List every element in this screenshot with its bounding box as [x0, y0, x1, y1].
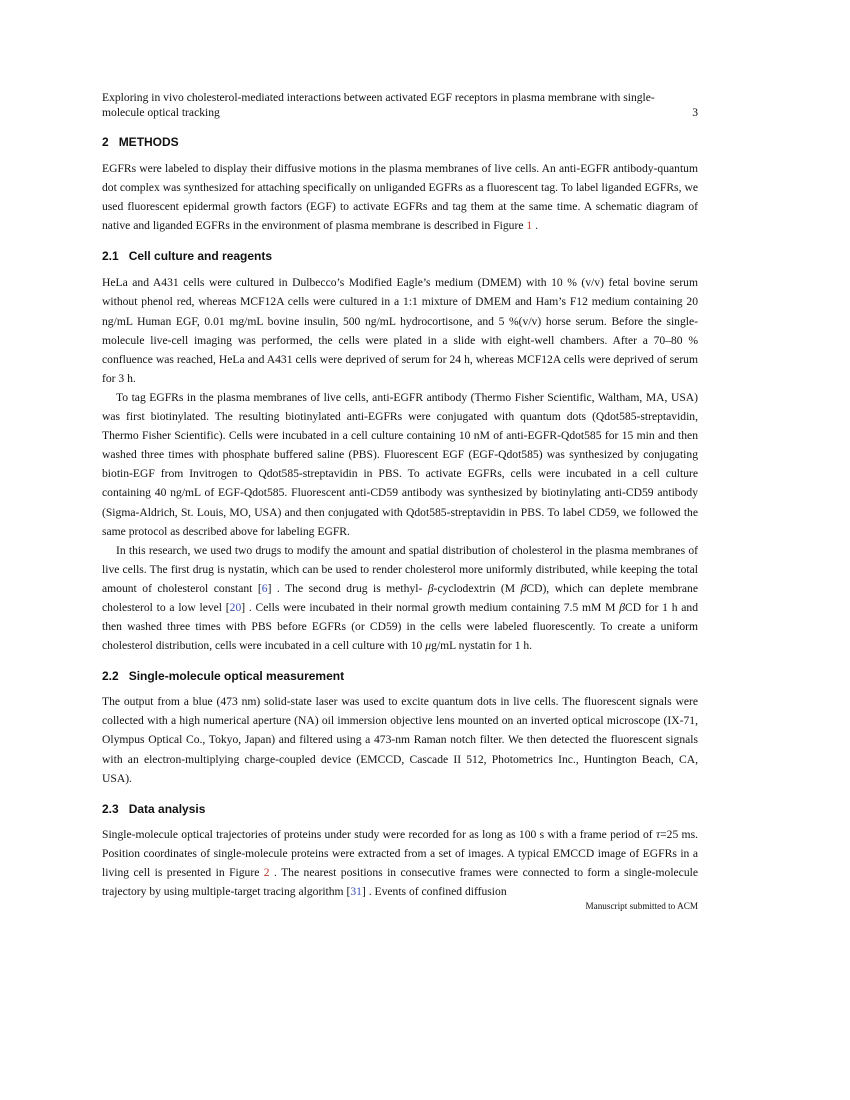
- subsection-title: Single-molecule optical measurement: [128, 669, 345, 684]
- text-run: g/mL nystatin for 1 h.: [431, 639, 533, 653]
- manuscript-footer: Manuscript submitted to ACM: [585, 901, 698, 912]
- paper-page: [102, 90, 698, 911]
- running-head-title: Exploring in vivo cholesterol-mediated interactions between activated EGF receptors in plasma membrane with single-molecule optical tracking: [102, 91, 655, 119]
- running-head: [102, 90, 698, 120]
- beta-symbol: β: [427, 581, 434, 595]
- subsection-number: 2.2: [102, 669, 119, 684]
- subsection-title: Data analysis: [128, 801, 206, 816]
- beta-symbol: β: [619, 600, 625, 614]
- text-run: ] . The second drug is methyl-: [267, 581, 428, 595]
- text-run: EGFRs were labeled to display their diffusive motions in the plasma membranes of live cells. An anti-EGFR antibody-quantum dot complex was synthesized for attaching specifically on unliganded EGFRs as a fluorescent tag. To label liganded EGFRs, we used fluorescent epidermal growth factors (EGF) to activate EGFRs and tag them at the same time. A schematic diagram of native and liganded EGFRs in the environment of plasma membrane is described in Figure: [102, 162, 698, 233]
- text-run: CD for 1 h and then washed three times with PBS before EGFRs (or CD59) in the cells were labeled fluorescently. To create a uniform cholesterol distribution, cells were incubated in a cell culture with 10: [102, 600, 698, 653]
- figure-1-link[interactable]: 1: [526, 219, 533, 233]
- citation-31-link[interactable]: 31: [350, 885, 362, 898]
- beta-symbol: β: [520, 581, 527, 595]
- mu-symbol: μ: [425, 639, 432, 653]
- paragraph-cell-culture-3: [102, 541, 698, 656]
- section-number: 2: [102, 135, 109, 149]
- section-heading-methods: [102, 134, 698, 150]
- text-run: ] . Events of confined diffusion: [361, 885, 507, 898]
- page-number: 3: [692, 106, 698, 119]
- citation-20-link[interactable]: 20: [229, 600, 242, 614]
- citation-6-link[interactable]: 6: [261, 581, 268, 595]
- text-run: .: [532, 219, 538, 233]
- figure-2-link[interactable]: 2: [263, 865, 270, 879]
- tau-symbol: τ: [655, 827, 661, 841]
- subsection-number: 2.3: [102, 801, 119, 816]
- text-run: -cyclodextrin (M: [433, 581, 521, 595]
- subsection-title: Cell culture and reagents: [128, 249, 273, 264]
- subsection-heading-optical-measurement: [102, 668, 698, 684]
- subsection-number: 2.1: [102, 249, 119, 264]
- paragraph-cell-culture-2: To tag EGFRs in the plasma membranes of live cells, anti-EGFR antibody (Thermo Fisher Scientific, Waltham, MA, USA) was first biotinylated. The resulting biotinylated anti-EGFRs were conjugated with quantum dots (Qdot585-streptavidin, Thermo Fisher Scientific). Cells were incubated in a cell culture containing 10 nM of anti-EGFR-Qdot585 for 15 min and then washed three times with phosphate buffered saline (PBS). Fluorescent EGF (EGF-Qdot585) was synthesized by conjugating biotin-EGF from Invitrogen to Qdot585-streptavidin in PBS. To activate EGFRs, cells were incubated in a cell culture containing 40 ng/mL of EGF-Qdot585. Fluorescent anti-CD59 antibody was synthesized by biotinylating anti-CD59 antibody (Sigma-Aldrich, St. Louis, MO, USA) and then conjugated with Qdot585-streptavidin in PBS. To label CD59, we followed the same protocol as described above for labeling EGFR.: [102, 390, 698, 538]
- section-title: METHODS: [118, 135, 179, 149]
- text-run: Single-molecule optical trajectories of proteins under study were recorded for as long as 100 s with a frame period of: [102, 827, 656, 841]
- paragraph-methods-intro: [102, 159, 698, 235]
- text-run: ] . Cells were incubated in their normal growth medium containing 7.5 mM M: [241, 600, 620, 614]
- paragraph-optical-measurement: The output from a blue (473 nm) solid-state laser was used to excite quantum dots in live cells. The fluorescent signals were collected with a high numerical aperture (NA) oil immersion objective lens mounted on an inverted optical microscope (IX-71, Olympus Optical Co., Tokyo, Japan) and filtered using a 473-nm Raman notch filter. We then detected the fluorescent signals with an electron-multiplying charge-coupled device (EMCCD, Cascade II 512, Photometrics Inc., Huntington Beach, CA, USA).: [102, 695, 698, 785]
- subsection-heading-data-analysis: [102, 801, 698, 817]
- subsection-heading-cell-culture: [102, 248, 698, 264]
- text-run: In this research, we used two drugs to modify the amount and spatial distribution of cholesterol in the plasma membranes of live cells. The first drug is nystatin, which can be used to render cholesterol more uniformly distributed, while keeping the total amount of cholesterol constant [: [102, 543, 698, 595]
- paragraph-data-analysis: [102, 825, 698, 901]
- text-run: CD), which can deplete membrane cholesterol to a low level [: [102, 581, 698, 614]
- text-run: . The nearest positions in consecutive frames were connected to form a single-molecule trajectory by using multiple-target tracing algorithm [: [102, 865, 698, 898]
- text-run: =25 ms. Position coordinates of single-molecule proteins were extracted from a set of images. A typical EMCCD image of EGFRs in a living cell is presented in Figure: [102, 827, 698, 879]
- paragraph-cell-culture-1: HeLa and A431 cells were cultured in Dulbecco’s Modified Eagle’s medium (DMEM) with 10 % (v/v) fetal bovine serum without phenol red, whereas MCF12A cells were cultured in a 1:1 mixture of DMEM and Ham’s F12 medium containing 20 ng/mL Human EGF, 0.01 mg/mL bovine insulin, 500 ng/mL hydrocortisone, and 5 %(v/v) horse serum. Before the single-molecule live-cell imaging was performed, the cells were plated in a slide with eight-well chambers. After a 70–80 % confluence was reached, HeLa and A431 cells were deprived of serum for 24 h, whereas MCF12A cells were deprived of serum for 3 h.: [102, 276, 698, 385]
